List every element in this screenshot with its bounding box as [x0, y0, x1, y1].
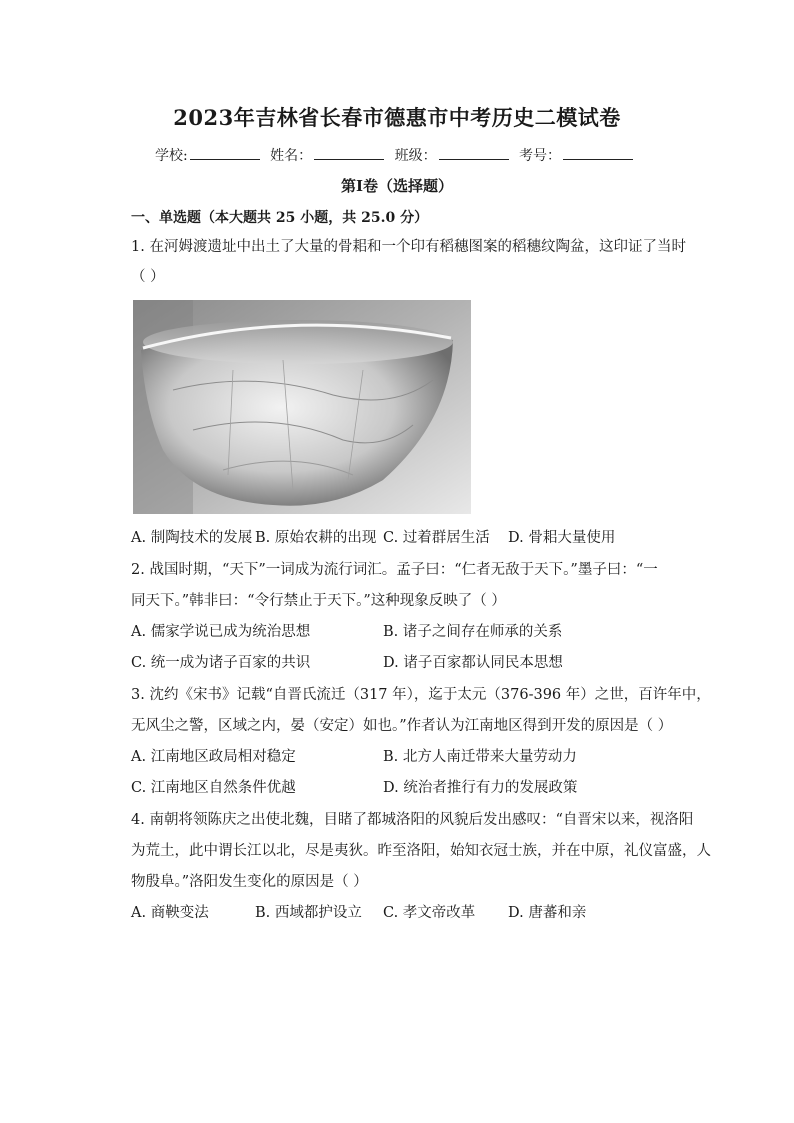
question-3-option-a: A. 江南地区政局相对稳定: [131, 749, 296, 765]
question-2-option-b: B. 诸子之间存在师承的关系: [383, 624, 563, 640]
question-1-option-a: A. 制陶技术的发展: [131, 530, 253, 546]
question-1-line-1: 1. 在河姆渡遗址中出土了大量的骨耜和一个印有稻穗图案的稻穗纹陶盆，这印证了当时: [131, 239, 686, 255]
name-label: 姓名：: [270, 148, 313, 164]
question-2-option-c: C. 统一成为诸子百家的共识: [131, 655, 311, 671]
question-4-option-b: B. 西域都护设立: [255, 905, 362, 921]
question-3-option-d: D. 统治者推行有力的发展政策: [383, 780, 578, 796]
question-3-line-2: 无风尘之警，区域之内，晏（安定）如也。”作者认为江南地区得到开发的原因是（ ）: [131, 718, 673, 734]
question-1-option-c: C. 过着群居生活: [383, 530, 490, 546]
question-3-option-c: C. 江南地区自然条件优越: [131, 780, 296, 796]
number-blank: [563, 145, 633, 160]
exam-title: 2023年吉林省长春市德惠市中考历史二模试卷: [173, 105, 621, 130]
question-4-line-2: 为荒土，此中谓长江以北，尽是夷狄。昨至洛阳，始知衣冠士族，并在中原，礼仪富盛，人: [131, 843, 711, 859]
question-2-line-2: 同天下。”韩非曰：“令行禁止于天下。”这种现象反映了（ ）: [131, 593, 506, 609]
question-3-option-b: B. 北方人南迁带来大量劳动力: [383, 749, 577, 765]
question-4-option-c: C. 孝文帝改革: [383, 905, 476, 921]
school-blank: [190, 145, 260, 160]
question-3-line-1: 3. 沈约《宋书》记载“自晋氏流迁（317 年），迄于太元（376-396 年）之世，百许年中，: [131, 687, 711, 703]
question-1-line-2: （ ）: [131, 269, 165, 285]
part-heading: 一、单选题（本大题共 25 小题，共 25.0 分）: [131, 210, 429, 226]
name-blank: [314, 145, 384, 160]
question-4-option-a: A. 商鞅变法: [131, 905, 209, 921]
question-4-option-d: D. 唐蕃和亲: [508, 905, 587, 921]
student-info-row: [0, 145, 794, 165]
question-2-option-a: A. 儒家学说已成为统治思想: [131, 624, 311, 640]
number-label: 考号：: [519, 148, 562, 164]
class-label: 班级：: [394, 148, 437, 164]
question-2-option-d: D. 诸子百家都认同民本思想: [383, 655, 563, 671]
question-4-line-3: 物殷阜。”洛阳发生变化的原因是（ ）: [131, 874, 368, 890]
question-2-line-1: 2. 战国时期，“天下”一词成为流行词汇。孟子曰：“仁者无敌于天下。”墨子曰：“一: [131, 562, 658, 578]
question-4-line-1: 4. 南朝将领陈庆之出使北魏，目睹了都城洛阳的风貌后发出感叹：“自晋宋以来，视洛阳: [131, 812, 694, 828]
school-label: 学校:: [154, 148, 188, 164]
question-1-option-b: B. 原始农耕的出现: [255, 530, 377, 546]
class-blank: [439, 145, 509, 160]
pottery-bowl-photo: [133, 300, 471, 514]
section-heading: 第Ⅰ卷（选择题）: [340, 177, 454, 195]
question-1-option-d: D. 骨耜大量使用: [508, 530, 616, 546]
